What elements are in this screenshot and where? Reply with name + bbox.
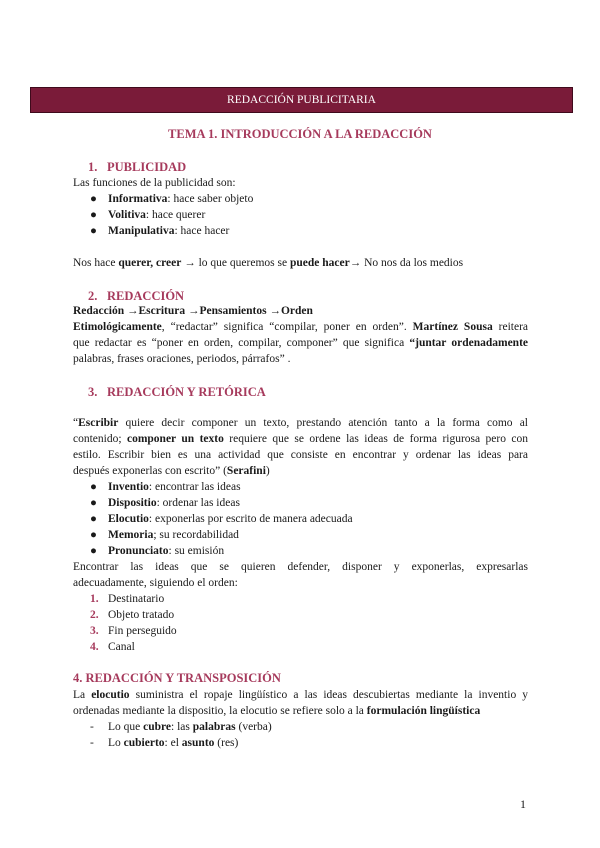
list-term: Pronunciato xyxy=(108,545,169,557)
paragraph-line: estilo. Escribir bien es una actividad que consiste en encontrar y ordenar las ideas para xyxy=(73,449,528,461)
list-number: 2. xyxy=(90,609,99,621)
section-number: 1. xyxy=(88,160,98,174)
paragraph-line: después exponerlas con escrito” (Serafini) xyxy=(73,465,270,477)
banner-title: REDACCIÓN PUBLICITARIA xyxy=(227,94,376,106)
ordered-list-item xyxy=(90,641,135,653)
dash-icon: - xyxy=(90,721,94,733)
section-heading-redaccion-transposicion: 4. REDACCIÓN Y TRANSPOSICIÓN xyxy=(73,671,281,685)
list-term: Dispositio xyxy=(108,497,157,509)
list-item xyxy=(90,497,240,509)
page-number: 1 xyxy=(520,797,526,811)
paragraph-line: La elocutio suministra el ropaje lingüístico a las ideas descubiertas mediante la inventio y xyxy=(73,689,529,701)
list-item xyxy=(90,225,229,237)
list-text: Canal xyxy=(108,641,135,653)
paragraph-line: ordenadas mediante la dispositio, la elocutio se refiere solo a la formulación lingüística xyxy=(73,705,481,717)
concept-chain: Redacción →Escritura →Pensamientos →Orden xyxy=(73,305,313,317)
ordered-list-item xyxy=(90,625,177,637)
ordered-list-item xyxy=(90,609,174,621)
bullet-icon: ● xyxy=(90,193,97,205)
list-item xyxy=(90,193,253,205)
paragraph-line: palabras, frases oraciones, periodos, párrafos” . xyxy=(73,353,291,365)
list-number: 1. xyxy=(90,593,99,605)
list-number: 3. xyxy=(90,625,99,637)
list-text: : hace saber objeto xyxy=(167,193,254,205)
list-term: Elocutio xyxy=(108,513,149,525)
list-number: 4. xyxy=(90,641,99,653)
section-heading-redaccion xyxy=(88,289,184,304)
list-term: Volitiva xyxy=(108,209,146,221)
bullet-icon: ● xyxy=(90,497,97,509)
section-number: 3. xyxy=(88,385,98,399)
list-text: : hace hacer xyxy=(174,225,230,237)
section-title: REDACCIÓN Y RETÓRICA xyxy=(107,385,266,399)
list-term: Inventio xyxy=(108,481,149,493)
list-item xyxy=(90,545,224,557)
list-item xyxy=(90,209,205,221)
list-item xyxy=(90,481,241,493)
paragraph-line: “Escribir quiere decir componer un texto, prestando atención tanto a la forma como al xyxy=(73,417,528,429)
bullet-icon: ● xyxy=(90,529,97,541)
paragraph-line: Etimológicamente, “redactar” significa “compilar, poner en orden”. Martínez Sousa reitera xyxy=(73,321,529,333)
bullet-icon: ● xyxy=(90,481,97,493)
paragraph-line: contenido; componer un texto requiere que se ordene las ideas de forma rigurosa pero con xyxy=(73,433,529,445)
section-title: PUBLICIDAD xyxy=(107,160,187,174)
list-text: : ordenar las ideas xyxy=(156,497,240,509)
list-text: Destinatario xyxy=(108,593,165,605)
bullet-icon: ● xyxy=(90,225,97,237)
section-heading-publicidad xyxy=(88,160,186,175)
paragraph-line: Nos hace querer, creer → lo que queremos se puede hacer→ No nos da los medios xyxy=(73,257,464,269)
list-term: Manipulativa xyxy=(108,225,175,237)
section-title: REDACCIÓN xyxy=(107,289,185,303)
ordered-list-item xyxy=(90,593,164,605)
dash-list-item: - Lo cubierto: el asunto (res) xyxy=(90,737,239,749)
bullet-icon: ● xyxy=(90,545,97,557)
list-term: Memoria xyxy=(108,529,154,541)
paragraph-line: adecuadamente, siguiendo el orden: xyxy=(73,577,238,589)
list-text: : hace querer xyxy=(145,209,206,221)
list-text: : su emisión xyxy=(168,545,225,557)
list-text: Fin perseguido xyxy=(108,625,177,637)
list-text: ; su recordabilidad xyxy=(153,529,239,541)
topic-title: TEMA 1. INTRODUCCIÓN A LA REDACCIÓN xyxy=(168,127,432,141)
paragraph-line: Las funciones de la publicidad son: xyxy=(73,177,236,189)
list-term: Informativa xyxy=(108,193,168,205)
dash-list-item: - Lo que cubre: las palabras (verba) xyxy=(90,721,272,733)
section-number: 2. xyxy=(88,289,98,303)
bullet-icon: ● xyxy=(90,513,97,525)
list-text: : exponerlas por escrito de manera adecuada xyxy=(148,513,353,525)
bullet-icon: ● xyxy=(90,209,97,221)
paragraph-line: que redactar es “poner en orden, compilar, componer” que significa “juntar ordenadamente xyxy=(73,337,529,349)
list-text: Objeto tratado xyxy=(108,609,175,621)
page-header-banner xyxy=(30,87,573,113)
section-heading-redaccion-retorica xyxy=(88,385,266,400)
list-item xyxy=(90,529,239,541)
list-item xyxy=(90,513,353,525)
dash-icon: - xyxy=(90,737,94,749)
list-text: : encontrar las ideas xyxy=(148,481,241,493)
paragraph-line: Encontrar las ideas que se quieren defender, disponer y exponerlas, expresarlas xyxy=(73,561,528,573)
